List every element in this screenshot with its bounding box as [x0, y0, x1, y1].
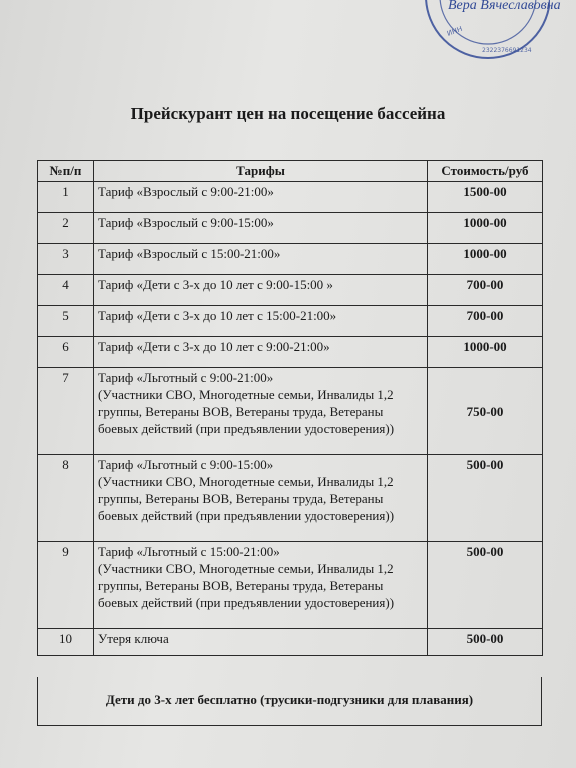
row-num: 4: [38, 275, 94, 306]
row-price: 1000-00: [428, 244, 543, 275]
row-note: (Участники СВО, Многодетные семьи, Инвалиды 1,2 группы, Ветераны ВОВ, Ветераны труда, Ветераны боевых действий (при предъявлении удостоверения)): [98, 561, 395, 610]
row-price: 750-00: [428, 368, 543, 455]
page-title: Прейскурант цен на посещение бассейна: [130, 104, 446, 123]
row-price: 1500-00: [428, 182, 543, 213]
svg-text:ИНН: ИНН: [445, 24, 464, 38]
price-table: [37, 160, 543, 656]
row-num: 8: [38, 455, 94, 542]
row-num: 5: [38, 306, 94, 337]
table-row: [38, 542, 543, 629]
row-price: 500-00: [428, 542, 543, 629]
table-header-row: [38, 161, 543, 182]
header-tariff: Тарифы: [94, 161, 428, 182]
row-num: 3: [38, 244, 94, 275]
signature-text: Вера Вячеславовна: [448, 0, 561, 13]
row-tariff: Тариф «Взрослый с 9:00-21:00»: [94, 182, 428, 213]
header-price: Стоимость/руб: [428, 161, 543, 182]
row-tariff: Тариф «Дети с 3-х до 10 лет с 15:00-21:00»: [94, 306, 428, 337]
row-price: 500-00: [428, 629, 543, 656]
seal-number: 2322376691234: [482, 47, 532, 54]
table-row: [38, 455, 543, 542]
row-tariff-cell: [94, 455, 428, 542]
table-row: [38, 182, 543, 213]
table-row: [38, 337, 543, 368]
row-price: 1000-00: [428, 213, 543, 244]
row-tariff: Утеря ключа: [94, 629, 428, 656]
row-num: 10: [38, 629, 94, 656]
row-num: 7: [38, 368, 94, 455]
table-row: [38, 275, 543, 306]
row-price: 700-00: [428, 275, 543, 306]
header-num: №п/п: [38, 161, 94, 182]
row-tariff-cell: [94, 368, 428, 455]
footer-note: Дети до 3-х лет бесплатно (трусики-подгузники для плавания): [105, 692, 474, 707]
row-price: 1000-00: [428, 337, 543, 368]
row-tariff: Тариф «Льготный с 9:00-21:00»: [98, 370, 274, 385]
row-tariff: Тариф «Дети с 3-х до 10 лет с 9:00-15:00 »: [94, 275, 428, 306]
row-tariff: Тариф «Дети с 3-х до 10 лет с 9:00-21:00»: [94, 337, 428, 368]
row-tariff: Тариф «Взрослый с 15:00-21:00»: [94, 244, 428, 275]
row-num: 6: [38, 337, 94, 368]
row-num: 1: [38, 182, 94, 213]
table-row: [38, 629, 543, 656]
row-note: (Участники СВО, Многодетные семьи, Инвалиды 1,2 группы, Ветераны ВОВ, Ветераны труда, Ветераны боевых действий (при предъявлении удостоверения)): [98, 387, 395, 436]
row-num: 9: [38, 542, 94, 629]
row-note: (Участники СВО, Многодетные семьи, Инвалиды 1,2 группы, Ветераны ВОВ, Ветераны труда, Ветераны боевых действий (при предъявлении удостоверения)): [98, 474, 395, 523]
row-price: 500-00: [428, 455, 543, 542]
table-row: [38, 306, 543, 337]
row-num: 2: [38, 213, 94, 244]
row-tariff: Тариф «Льготный с 9:00-15:00»: [98, 457, 274, 472]
table-row: [38, 213, 543, 244]
table-row: [38, 244, 543, 275]
row-tariff-cell: [94, 542, 428, 629]
row-tariff: Тариф «Льготный с 15:00-21:00»: [98, 544, 280, 559]
row-price: 700-00: [428, 306, 543, 337]
table-row: [38, 368, 543, 455]
row-tariff: Тариф «Взрослый с 9:00-15:00»: [94, 213, 428, 244]
